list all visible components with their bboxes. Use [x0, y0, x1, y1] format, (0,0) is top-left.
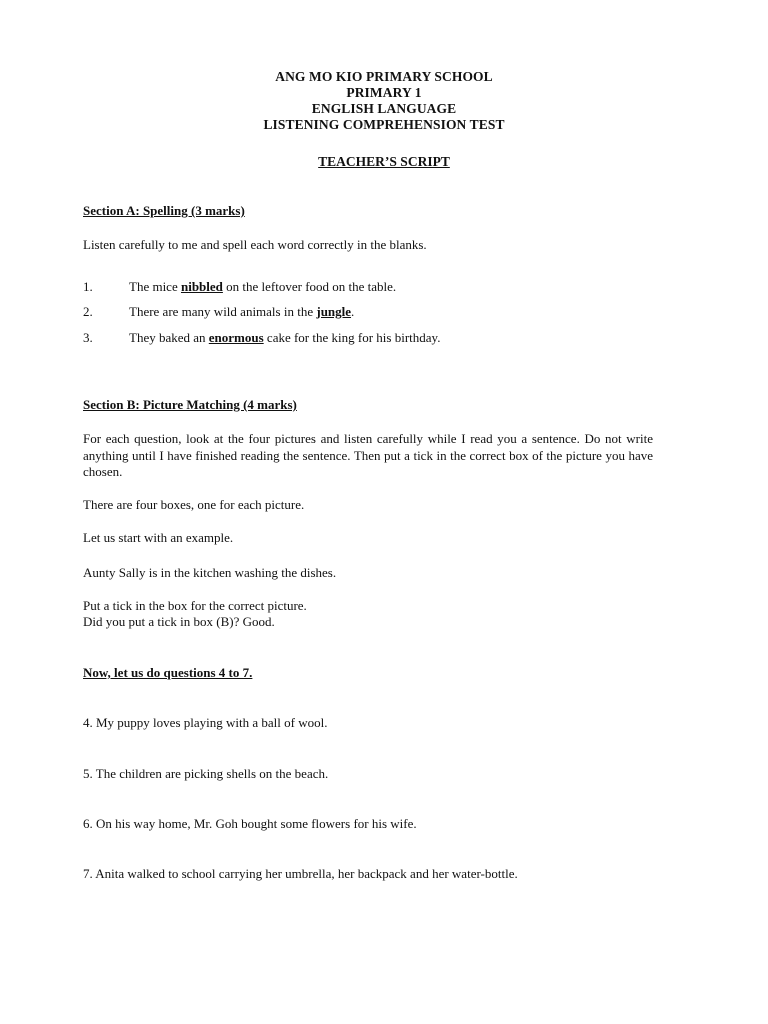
section-b-instruction: For each question, look at the four pictures and listen carefully while I read you a sentence. Do not write anything until I have finished reading the sentence. Then put a tick in the correct box of the picture you have chosen.	[83, 431, 653, 479]
question-item: 6. On his way home, Mr. Goh bought some flowers for his wife.	[83, 816, 417, 831]
questions-heading: Now, let us do questions 4 to 7.	[83, 665, 253, 680]
test-name: LISTENING COMPREHENSION TEST	[263, 117, 505, 132]
script-title: TEACHER’S SCRIPT	[318, 154, 450, 169]
example-intro: Let us start with an example.	[83, 530, 234, 545]
section-a-instruction: Listen carefully to me and spell each word correctly in the blanks.	[83, 237, 427, 252]
question-item: 7. Anita walked to school carrying her umbrella, her backpack and her water-bottle.	[83, 866, 518, 881]
item-sentence	[129, 304, 354, 321]
sentence-text: .	[351, 304, 355, 319]
item-number: 2.	[83, 304, 93, 319]
spelling-word: enormous	[208, 330, 264, 345]
spelling-word: nibbled	[180, 279, 223, 294]
grade-level: PRIMARY 1	[346, 85, 422, 100]
sentence-text: The mice	[129, 279, 181, 294]
school-name: ANG MO KIO PRIMARY SCHOOL	[275, 69, 493, 84]
item-number: 3.	[83, 330, 93, 345]
sentence-text: on the leftover food on the table.	[222, 279, 397, 294]
section-a-heading: Section A: Spelling (3 marks)	[83, 203, 245, 218]
document-header	[0, 69, 768, 133]
sentence-text: cake for the king for his birthday.	[263, 330, 441, 345]
item-sentence	[129, 330, 440, 347]
boxes-note: There are four boxes, one for each picture.	[83, 497, 305, 512]
question-item: 4. My puppy loves playing with a ball of wool.	[83, 715, 328, 730]
sentence-text: There are many wild animals in the	[129, 304, 317, 319]
item-sentence	[129, 279, 396, 296]
sentence-text: They baked an	[129, 330, 209, 345]
example-sentence: Aunty Sally is in the kitchen washing the dishes.	[83, 565, 337, 580]
tick-check: Did you put a tick in box (B)? Good.	[83, 614, 275, 629]
item-number: 1.	[83, 279, 93, 294]
subject-name: ENGLISH LANGUAGE	[311, 101, 457, 116]
spelling-word: jungle	[316, 304, 352, 319]
section-b-heading: Section B: Picture Matching (4 marks)	[83, 397, 297, 412]
question-item: 5. The children are picking shells on the beach.	[83, 766, 329, 781]
tick-instruction: Put a tick in the box for the correct picture.	[83, 598, 307, 613]
